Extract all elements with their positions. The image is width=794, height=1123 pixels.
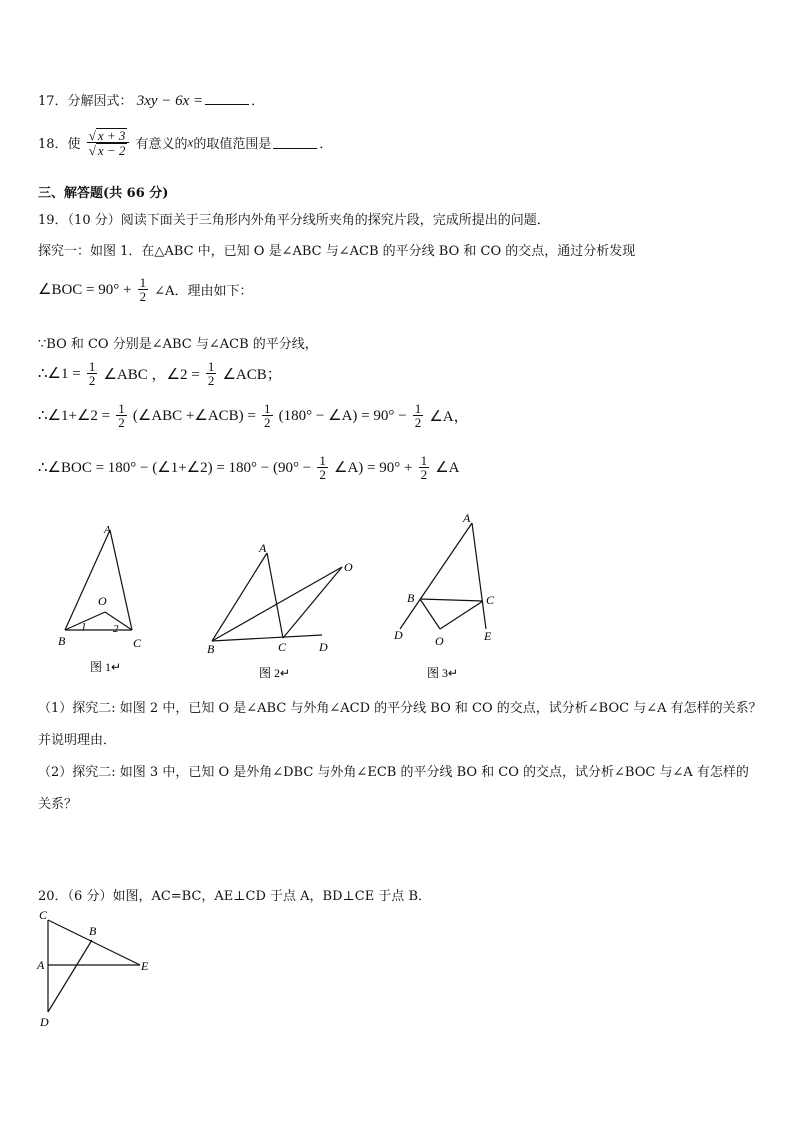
question-20: 20．（6 分）如图，AC=BC，AE⊥CD 于点 A，BD⊥CE 于点 B． (38, 889, 431, 904)
q20-label-a: A (37, 958, 45, 972)
q19-claim: ∠BOC = 90° + $\frac{1}{2}$ ∠A．理由如下： (38, 275, 253, 304)
q19-part1: （1）探究二: 如图 2 中，已知 O 是∠ABC 与外角∠ACD 的平分线 BO 和 CO 的交点，试分析∠BOC 与∠A 有怎样的关系？ (38, 701, 762, 716)
fig2-label-c: C (278, 640, 287, 654)
fig1-label-b: B (58, 634, 66, 648)
q19-reason3: ∴∠BOC = 180° − (∠1+∠2) = 180° − (90° − $\frac{1}{2}$ ∠A) = 90° + $\frac{1}{2}$ ∠A (38, 453, 460, 482)
q17-expression: 3xy − 6x = (136, 93, 204, 109)
section-heading: 三、解答题(共 66 分) (38, 186, 169, 201)
fig1-angle-1: 1 (81, 621, 87, 633)
question-18: 18．使 $\frac{√ x + 3}{√ x - 2}$ 有意义的x的取值范围是 ． (38, 128, 333, 158)
q20-label-d: D (40, 1015, 49, 1029)
q20-label-c: C (39, 908, 48, 922)
fig2-label-a: A (259, 541, 267, 555)
q19-explore1: 探究一：如图 1．在△ABC 中，已知 O 是∠ABC 与∠ACB 的平分线 BO 和 CO 的交点，通过分析发现 (38, 244, 636, 259)
fig1-label-a: A (104, 524, 111, 536)
figure-3 (400, 523, 486, 629)
q20-figure (30, 900, 170, 1035)
fig1-label-o: O (98, 594, 107, 608)
figure-2 (212, 553, 342, 641)
q19-reason0: ∵BO 和 CO 分别是∠ABC 与∠ACB 的平分线， (38, 337, 318, 352)
question-17: 17．分解因式： 3xy − 6x = ． (38, 93, 265, 109)
fig3-label-a: A (463, 511, 471, 525)
fig2-label-d: D (319, 640, 328, 654)
fig3-caption: 图 3↵ (427, 666, 459, 680)
q20-label-b: B (89, 924, 97, 938)
q19-reason2: ∴∠1+∠2 = $\frac{1}{2}$ (∠ABC +∠ACB) = $\frac{1}{2}$ (180° − ∠A) = 90° − $\frac{1}{2}$ ∠A， (38, 401, 469, 430)
figure-1 (65, 530, 132, 630)
fig2-label-o: O (344, 560, 353, 574)
fig1-caption: 图 1↵ (90, 660, 122, 674)
fig3-label-d: D (394, 628, 403, 642)
fig2-caption: 图 2↵ (259, 666, 291, 680)
answer-blank (205, 92, 249, 105)
q19-part2: （2）探究二: 如图 3 中，已知 O 是外角∠DBC 与外角∠ECB 的平分线 BO 和 CO 的交点，试分析∠BOC 与∠A 有怎样的 (38, 765, 749, 780)
fig1-label-c: C (133, 636, 142, 650)
q20-label-e: E (141, 959, 149, 973)
fig3-label-b: B (407, 591, 415, 605)
q19-figures (0, 505, 794, 690)
fig3-label-e: E (484, 629, 492, 643)
sqrt-fraction: $\frac{√ x + 3}{√ x - 2}$ (87, 128, 130, 157)
fig3-label-o: O (435, 634, 444, 648)
q19-part2-cont: 关系？ (38, 797, 78, 812)
fig3-label-c: C (486, 593, 495, 607)
q19-part1-cont: 并说明理由． (38, 733, 117, 748)
q19-intro: 19．（10 分）阅读下面关于三角形内外角平分线所夹角的探究片段，完成所提出的问题． (38, 213, 550, 228)
q19-reason1: ∴∠1 = $\frac{1}{2}$ ∠ABC ，∠2 = $\frac{1}{2}$ ∠ACB； (38, 359, 282, 388)
fig1-angle-2: 2 (113, 623, 119, 635)
answer-blank (273, 136, 317, 149)
fig2-label-b: B (207, 642, 215, 656)
